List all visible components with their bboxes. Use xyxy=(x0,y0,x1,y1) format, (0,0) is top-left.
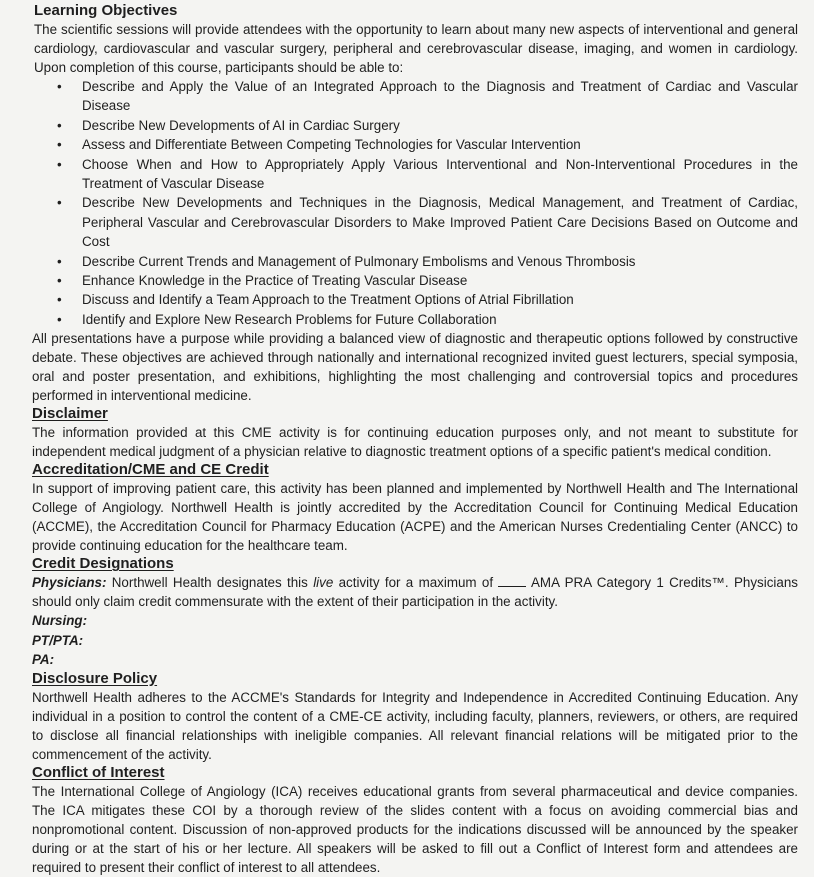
conflict-of-interest-heading: Conflict of Interest xyxy=(32,763,165,781)
disclaimer-heading: Disclaimer xyxy=(32,405,108,423)
accreditation-heading: Accreditation/CME and CE Credit xyxy=(32,461,269,479)
physicians-label: Physicians: xyxy=(32,575,107,591)
objective-item: • Describe New Developments of AI in Cardiac Surgery xyxy=(82,116,798,135)
credits-blank-line xyxy=(498,575,526,587)
pa-label: PA: xyxy=(32,652,55,668)
objective-item: • Enhance Knowledge in the Practice of Treating Vascular Disease xyxy=(82,271,798,290)
ptpta-label: PT/PTA: xyxy=(32,632,84,648)
disclosure-policy-heading: Disclosure Policy xyxy=(32,669,158,687)
accreditation-text: In support of improving patient care, this activity has been planned and implemented by Northwell Health and The International College of Angiology. Northwell Health is jointly accredited by the Accreditation Council for Continuing Medical Education (ACCME), the Accreditation Council for Pharmacy Education (ACPE) and the American Nurses Credentialing Center (ANCC) to provide continuing education for the healthcare team. xyxy=(32,481,798,554)
objective-item: • Describe and Apply the Value of an Integrated Approach to the Diagnosis and Treatment of Cardiac and Vascular Disease xyxy=(82,77,798,116)
physicians-live: live xyxy=(313,575,334,591)
objective-item: • Identify and Explore New Research Problems for Future Collaboration xyxy=(82,310,798,329)
objective-item: • Assess and Differentiate Between Competing Technologies for Vascular Intervention xyxy=(82,135,798,154)
objective-item: • Describe Current Trends and Management of Pulmonary Embolisms and Venous Thrombosis xyxy=(82,252,798,271)
objective-item: • Describe New Developments and Techniques in the Diagnosis, Medical Management, and Treatment of Cardiac, Peripheral Vascular and Cerebrovascular Disorders to Make Improved Patient Care Decisions Based on Outcome and Cost xyxy=(82,193,798,251)
disclosure-policy-text: Northwell Health adheres to the ACCME's Standards for Integrity and Independence in Accredited Continuing Education. Any individual in a position to control the content of a CME-CE activity, including faculty, planners, reviewers, or others, are required to disclose all financial relationships with ineligible companies. All relevant financial relations will be mitigated prior to the commencement of the activity. xyxy=(32,689,798,762)
nursing-label: Nursing: xyxy=(32,613,88,629)
objective-item: • Discuss and Identify a Team Approach to the Treatment Options of Atrial Fibrillation xyxy=(82,290,798,309)
objective-item: • Choose When and How to Appropriately Apply Various Interventional and Non-Interventional Procedures in the Treatment of Vascular Disease xyxy=(82,155,798,194)
disclaimer-text: The information provided at this CME activity is for continuing education purposes only, and not meant to substitute for independent medical judgment of a physician relative to diagnostic treatment options of a specific patient's medical condition. xyxy=(32,425,798,460)
conflict-of-interest-text: The International College of Angiology (ICA) receives educational grants from several pharmaceutical and device companies. The ICA mitigates these COI by a thorough review of the slides content with a focus on avoiding commercial bias and nonpromotional content. Discussion of non-approved products for the indications discussed will be announced by the speaker during or at the start of his or her lecture. All speakers will be asked to fill out a Conflict of Interest form and attendees are required to present their conflict of interest to all attendees. xyxy=(32,783,798,875)
objectives-list xyxy=(32,77,798,329)
physicians-credit-text xyxy=(32,573,798,611)
physicians-text-pre: Northwell Health designates this xyxy=(111,575,308,591)
physicians-text-post: AMA PRA Category 1 Credits™. Physicians should only claim credit commensurate with the extent of their participation in the activity. xyxy=(32,575,798,610)
physicians-text-mid: activity for a maximum of xyxy=(338,575,494,591)
learning-objectives-intro: The scientific sessions will provide attendees with the opportunity to learn about many new aspects of interventional and general cardiology, cardiovascular and vascular surgery, peripheral and cerebrovascular disease, imaging, and women in cardiology. Upon completion of this course, participants should be able to: xyxy=(34,22,798,75)
learning-objectives-summary: All presentations have a purpose while providing a balanced view of diagnostic and therapeutic options followed by constructive debate. These objectives are achieved through nationally and international recognized invited guest lecturers, special symposia, oral and poster presentation, and exhibitions, highlighting the most challenging and controversial topics and procedures performed in interventional medicine. xyxy=(32,331,798,404)
credit-designations-heading: Credit Designations xyxy=(32,555,174,573)
learning-objectives-heading: Learning Objectives xyxy=(34,2,178,19)
